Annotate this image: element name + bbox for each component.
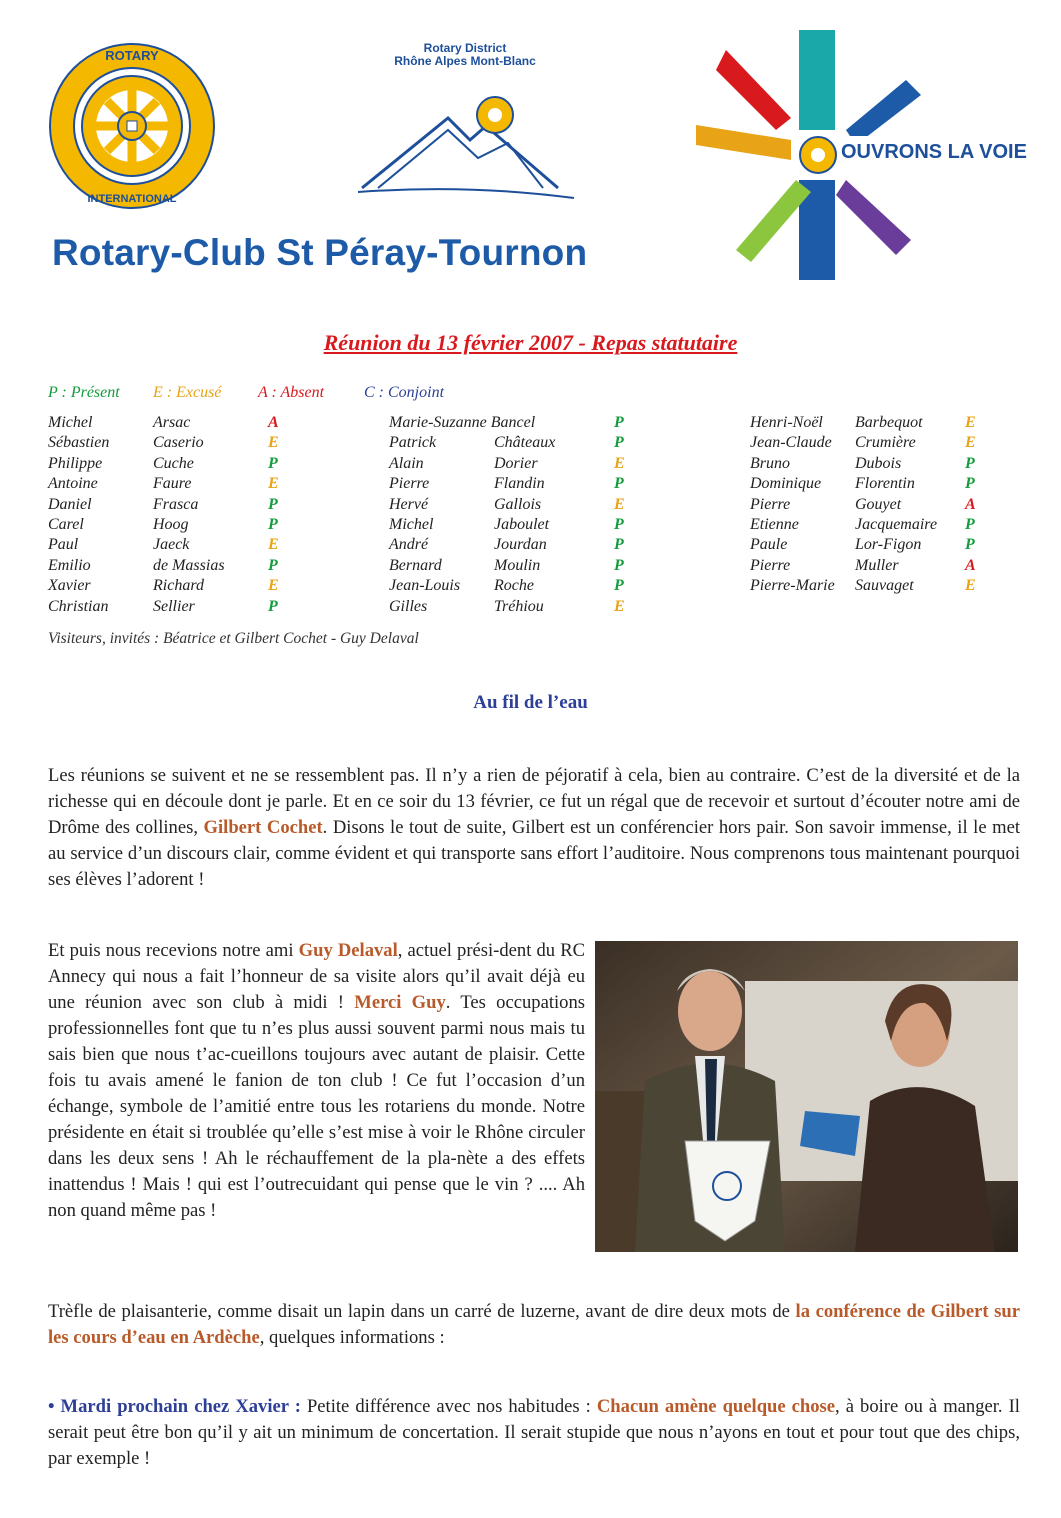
attendee-last-name: Caserio <box>153 434 204 452</box>
p1-text-b: . Disons le tout de suite, Gilbert est un conférencier hors pair. Son savoir immense, il le met au service d’un discours clair, comme évident et qui transporte sans effort l’auditoire. Nous comprenons tous maintenant pourquoi ses élèves l’adorent ! <box>48 817 1020 890</box>
attendee-last-name: Dorier <box>494 454 538 472</box>
attendee-first-name: Antoine <box>48 475 98 493</box>
svg-text:ROTARY: ROTARY <box>105 48 159 63</box>
attendee-status: E <box>268 434 279 452</box>
attendee-status: A <box>965 556 976 574</box>
photo-illustration <box>595 941 1018 1252</box>
attendee-status: A <box>268 414 279 431</box>
svg-text:INTERNATIONAL: INTERNATIONAL <box>87 193 177 205</box>
attendee-status: P <box>268 597 278 615</box>
attendee-first-name: Philippe <box>48 454 103 472</box>
attendee-last-name: Faure <box>153 475 192 493</box>
attendee-status: P <box>614 577 624 595</box>
attendee-first-name: Dominique <box>750 475 822 493</box>
attendee-status: P <box>614 556 624 574</box>
club-title: Rotary-Club St Péray-Tournon <box>52 232 588 273</box>
section-title: Au fil de l’eau <box>473 692 588 713</box>
attendee-first-name: Christian <box>48 597 109 615</box>
attendee-first-name: Etienne <box>750 516 799 533</box>
attendee-last-name: Dubois <box>855 454 902 472</box>
paragraph-2 <box>48 938 585 1224</box>
attendee-last-name: Roche <box>494 577 534 595</box>
attendee-status: A <box>965 495 976 513</box>
attendee-last-name: Jacquemaire <box>855 516 938 533</box>
attendee-last-name: Florentin <box>855 475 915 493</box>
attendee-last-name: Richard <box>153 577 204 595</box>
attendee-status: P <box>965 516 975 533</box>
attendee-first-name: Jean-Claude <box>750 434 832 452</box>
attendee-last-name: Moulin <box>494 556 541 574</box>
p2-highlight-1: Guy Delaval <box>298 940 398 961</box>
legend-present: P : Présent <box>48 384 120 401</box>
attendee-last-name: Jaboulet <box>494 516 550 533</box>
meeting-title: Réunion du 13 février 2007 - Repas statutaire <box>323 330 738 355</box>
attendee-status: E <box>965 434 976 452</box>
attendee-status: P <box>268 516 278 533</box>
p2-text-a: Et puis nous recevions notre ami <box>48 940 299 961</box>
attendee-last-name: Hoog <box>153 516 189 533</box>
attendee-last-name: Gallois <box>494 495 542 513</box>
attendee-status: P <box>268 556 278 574</box>
attendee-first-name: André <box>389 536 429 554</box>
attendee-status: P <box>614 414 624 431</box>
district-line-1: Rotary District <box>423 41 507 55</box>
attendee-first-name: Pierre <box>389 475 430 493</box>
district-mountain-logo <box>358 88 578 208</box>
attendee-first-name: Pierre-Marie <box>750 577 835 595</box>
attendee-first-name: Bruno <box>750 454 790 472</box>
attendee-last-name: Muller <box>855 556 899 574</box>
attendee-status: P <box>965 475 975 493</box>
paragraph-3 <box>48 1299 1020 1351</box>
p4-bullet-heading: • Mardi prochain chez Xavier : <box>48 1396 301 1417</box>
p3-text-a: Trèfle de plaisanterie, comme disait un lapin dans un carré de luzerne, avant de dire deux mots de <box>48 1301 796 1322</box>
attendee-status: P <box>268 454 278 472</box>
theme-logo <box>696 30 1026 280</box>
attendee-status: P <box>614 475 624 493</box>
p4-text-b: , à boire ou à manger. Il serait peut être bon qu’il y ait un minimum de concertation. Il serait stupide que nous n’ayons en tout et pour tout que des chips, par exemple ! <box>48 1396 1020 1469</box>
attendee-first-name: Carel <box>48 516 84 533</box>
attendee-first-name: Hervé <box>389 495 429 513</box>
attendee-first-name: Henri-Noël <box>750 414 823 431</box>
p1-text-a: Les réunions se suivent et ne se ressemblent pas. Il n’y a rien de péjoratif à cela, bien au contraire. C’est de la diversité et de la richesse qui en découle dont je parle. Et en ce soir du 13 février, ce fut un régal que de recevoir et surtout d’écouter notre ami de Drôme des collines, <box>48 765 1020 838</box>
attendee-status: E <box>268 475 279 493</box>
attendee-status: E <box>614 454 625 472</box>
p1-highlight: Gilbert Cochet <box>203 817 323 838</box>
attendee-last-name: Lor-Figon <box>855 536 922 554</box>
attendee-last-name: Frasca <box>153 495 199 513</box>
p3-highlight: la conférence de Gilbert sur les cours d’eau en Ardèche <box>48 1301 1020 1348</box>
attendee-status: E <box>614 597 625 615</box>
attendee-first-name: Patrick <box>389 434 437 452</box>
attendee-status: P <box>268 495 278 513</box>
attendee-last-name: Châteaux <box>494 434 556 452</box>
rotary-wheel-icon <box>48 42 216 210</box>
attendee-last-name: Crumière <box>855 434 916 452</box>
p4-text-a: Petite différence avec nos habitudes : <box>300 1396 597 1417</box>
attendee-first-name: Alain <box>389 454 424 472</box>
attendee-last-name: de Massias <box>153 556 225 574</box>
attendee-status: P <box>614 536 624 554</box>
legend-absent: A : Absent <box>258 384 325 401</box>
attendee-status: E <box>268 577 279 595</box>
attendee-first-name: Paul <box>48 536 79 554</box>
attendee-first-name: Pierre <box>750 495 791 513</box>
attendee-status: E <box>268 536 279 554</box>
attendee-first-name: Pierre <box>750 556 791 574</box>
attendee-first-name: Michel <box>48 414 93 431</box>
attendee-last-name: Jaeck <box>153 536 190 554</box>
attendee-last-name: Cuche <box>153 454 194 472</box>
p2-text-c: . Tes occupations professionnelles font que tu n’es plus aussi souvent parmi nous mais tu sais bien que nous t’ac-cueillons toujours avec autant de plaisir. Cette fois tu avais amené le fanion de ton club ! Ce fut l’occasion d’un échange, symbole de l’amitié entre tous les rotariens du monde. Notre présidente en était si troublée qu’elle s’est mise à voir le Rhône circuler dans les deux sens ! Ah le réchauffement de la pla-nète a des effets inattendus ! Mais ! qui est l’outrecuidant qui pense que le vin ? .... Ah non quand même pas ! <box>48 992 585 1221</box>
paragraph-4 <box>48 1394 1020 1472</box>
legend-spouse: C : Conjoint <box>364 384 445 401</box>
p4-highlight: Chacun amène quelque chose <box>596 1396 836 1417</box>
attendee-first-name: Marie-Suzanne Bancel <box>389 414 536 431</box>
attendee-last-name: Barbequot <box>855 414 923 431</box>
p3-text-b: , quelques informations : <box>259 1327 445 1348</box>
rotary-international-logo <box>48 42 216 210</box>
legend-excused: E : Excusé <box>153 384 222 401</box>
p2-highlight-2: Merci Guy <box>354 992 446 1013</box>
attendee-status: E <box>614 495 625 513</box>
p2-text-b: , actuel prési-dent du RC Annecy qui nous a fait l’honneur de sa visite alors qu’il avait déjà eu une réunion avec son club à midi ! <box>48 940 586 1013</box>
attendee-status: P <box>965 536 975 554</box>
district-line-2: Rhône Alpes Mont-Blanc <box>394 54 536 68</box>
attendee-status: E <box>965 414 976 431</box>
theme-text: OUVRONS LA VOIE <box>841 141 1027 163</box>
attendee-first-name: Bernard <box>389 556 442 574</box>
attendee-status: P <box>965 454 975 472</box>
attendee-first-name: Jean-Louis <box>389 577 461 595</box>
attendee-status: E <box>965 577 976 595</box>
mountain-icon <box>358 88 578 208</box>
attendee-last-name: Tréhiou <box>494 597 544 615</box>
attendee-first-name: Paule <box>750 536 788 554</box>
attendee-last-name: Arsac <box>153 414 191 431</box>
visitors-line: Visiteurs, invités : Béatrice et Gilbert Cochet - Guy Delaval <box>48 630 419 647</box>
attendee-first-name: Xavier <box>48 577 91 595</box>
attendee-last-name: Flandin <box>494 475 545 493</box>
attendee-first-name: Michel <box>389 516 434 533</box>
meeting-photo <box>595 941 1018 1252</box>
district-label <box>360 42 570 68</box>
attendee-last-name: Sellier <box>153 597 195 615</box>
attendee-status: P <box>614 434 624 452</box>
attendee-last-name: Jourdan <box>494 536 547 554</box>
attendee-first-name: Gilles <box>389 597 428 615</box>
paragraph-1 <box>48 763 1020 893</box>
attendee-first-name: Daniel <box>48 495 92 513</box>
attendee-first-name: Sébastien <box>48 434 110 452</box>
attendee-last-name: Sauvaget <box>855 577 914 595</box>
attendee-last-name: Gouyet <box>855 495 902 513</box>
attendee-first-name: Emilio <box>48 556 91 574</box>
attendee-status: P <box>614 516 624 533</box>
